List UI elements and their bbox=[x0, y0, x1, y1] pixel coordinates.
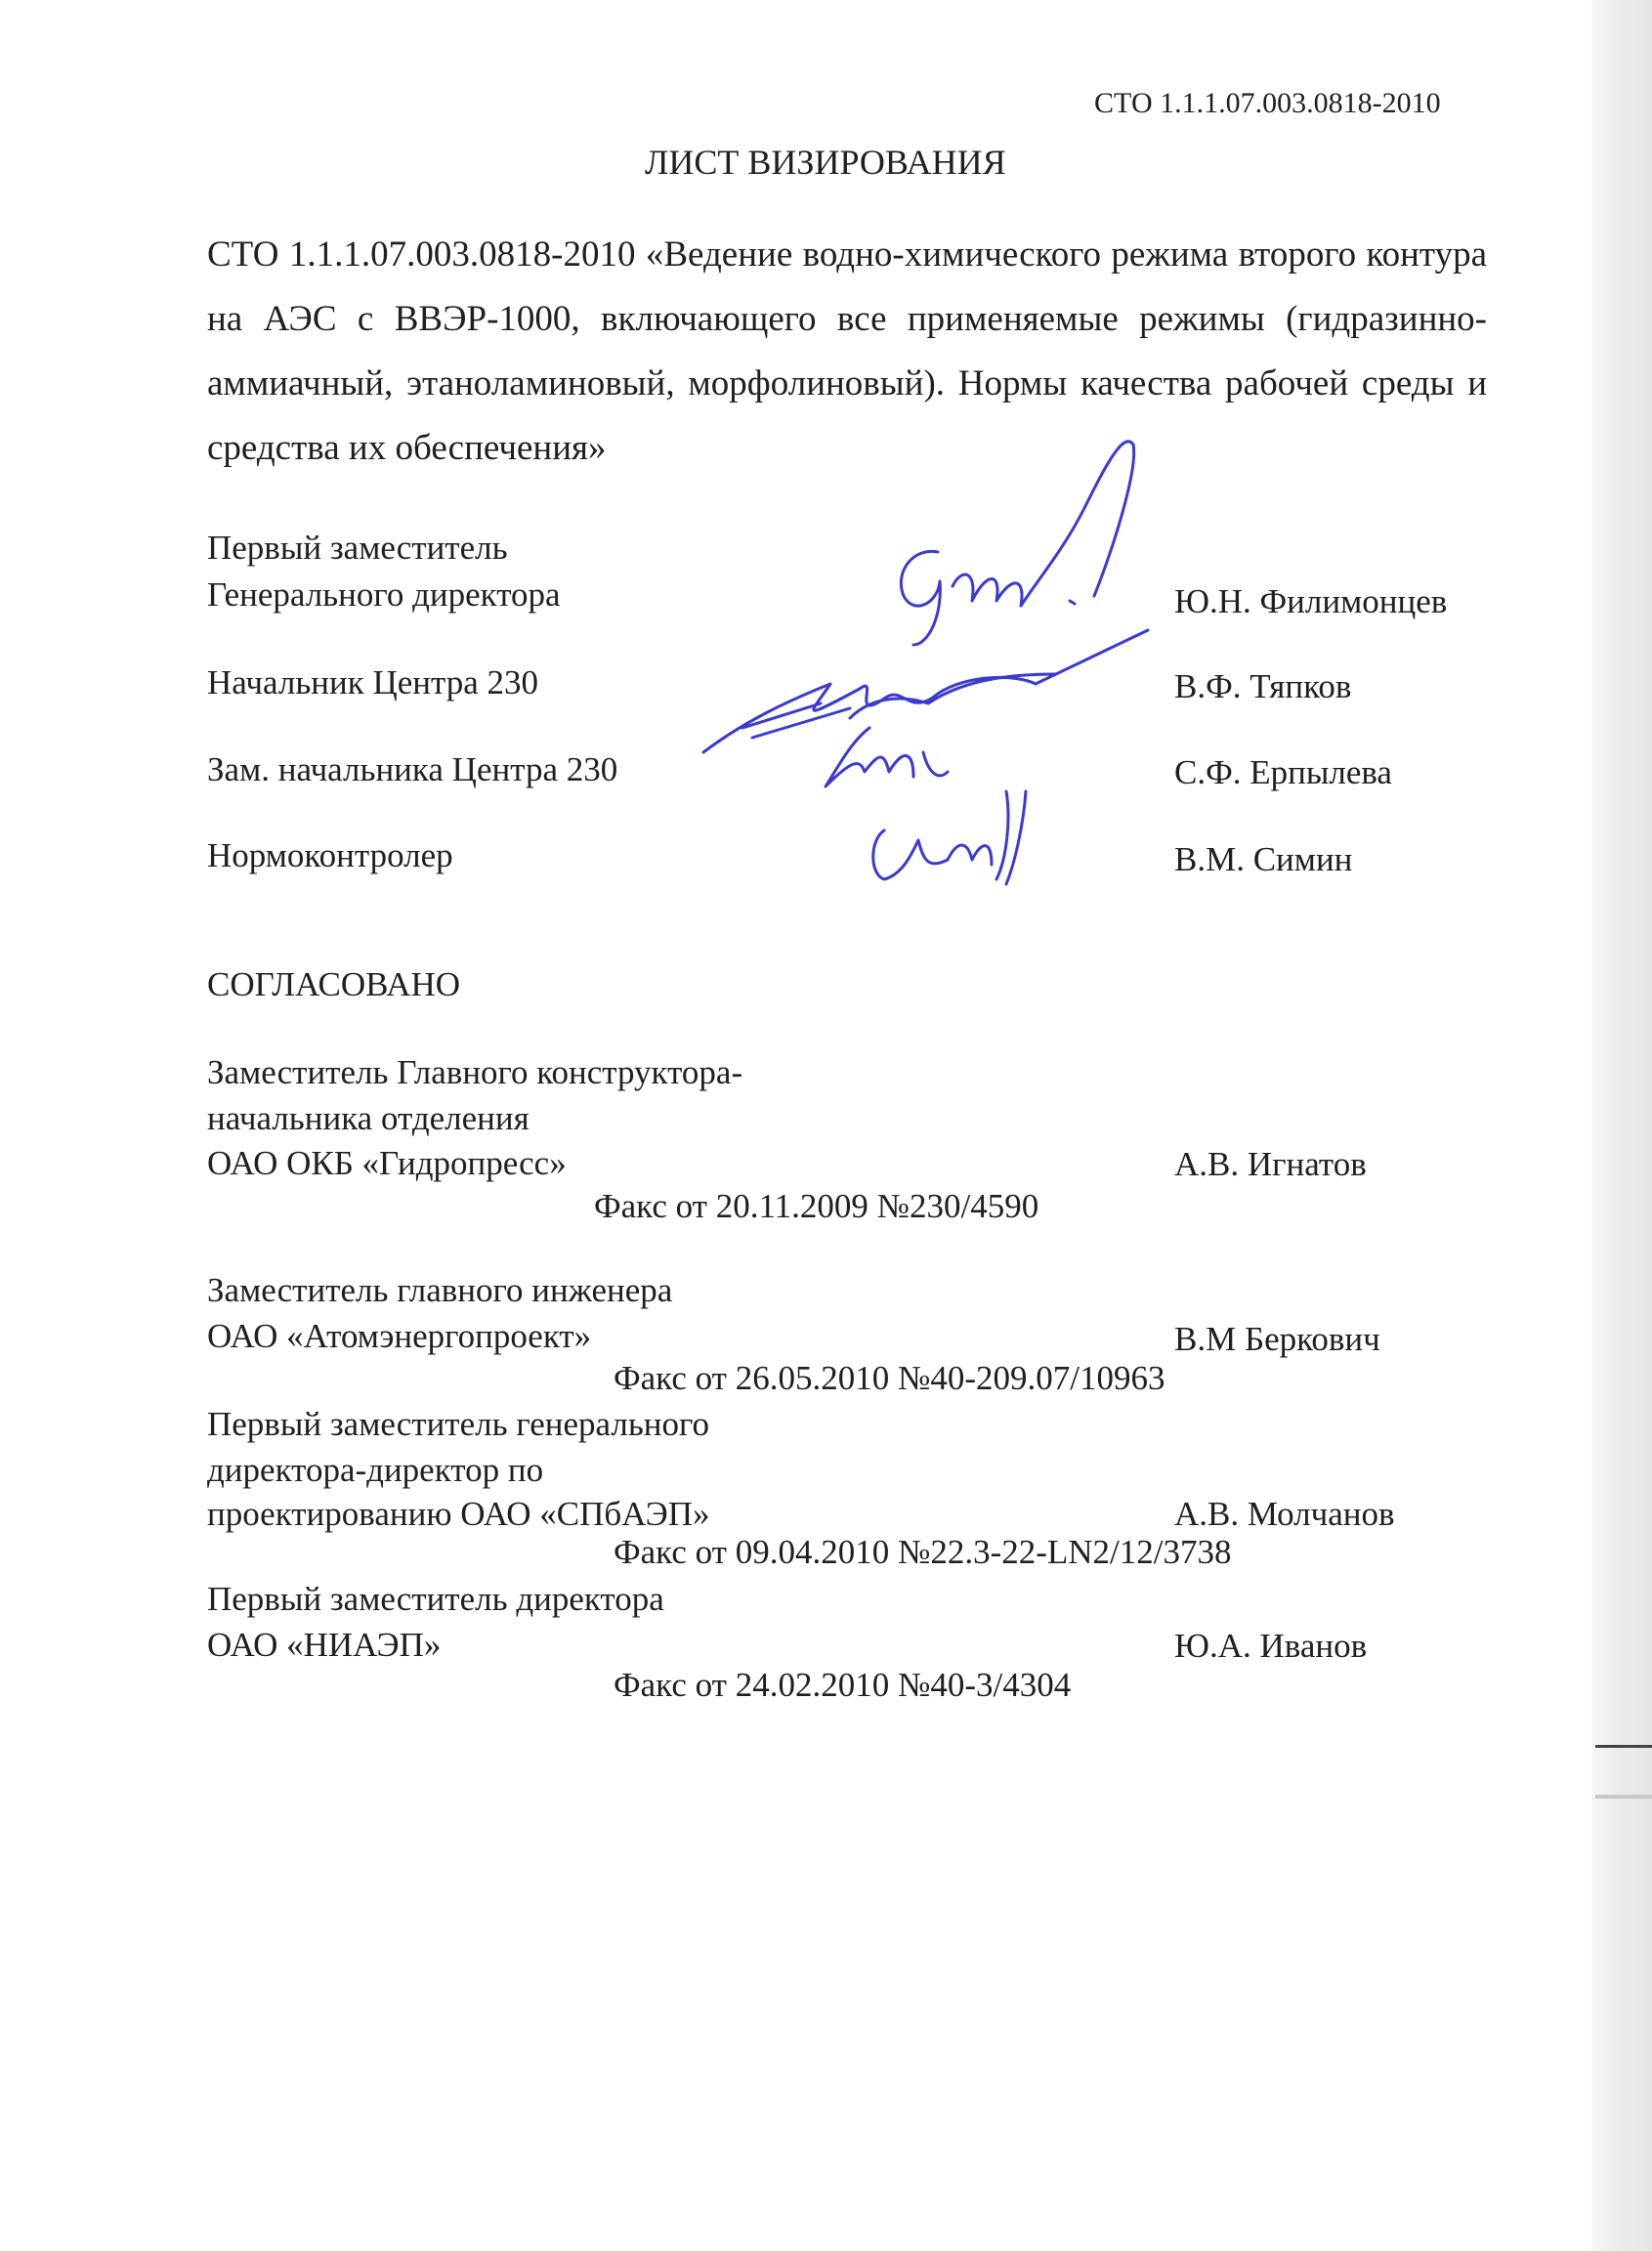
handwritten-signature bbox=[873, 791, 1026, 884]
signatory-name: В.Ф. Тяпков bbox=[1174, 667, 1352, 705]
approval-heading: СОГЛАСОВАНО bbox=[207, 965, 461, 1003]
handwritten-signature bbox=[703, 630, 1148, 752]
approval-name: А.В. Молчанов bbox=[1174, 1495, 1395, 1533]
approval-position-line: директора-директор по bbox=[207, 1451, 544, 1489]
signatory-position: Зам. начальника Центра 230 bbox=[207, 750, 618, 788]
approval-position-line: ОАО ОКБ «Гидропресс» bbox=[207, 1144, 567, 1182]
approval-position-line: Первый заместитель генерального bbox=[207, 1405, 709, 1443]
document-code: СТО 1.1.1.07.003.0818-2010 bbox=[1094, 87, 1441, 119]
signatory-position: Начальник Центра 230 bbox=[207, 663, 539, 701]
approval-position-line: Первый заместитель директора bbox=[207, 1580, 664, 1618]
approval-name: В.М Беркович bbox=[1174, 1320, 1380, 1358]
page-title: ЛИСТ ВИЗИРОВАНИЯ bbox=[645, 143, 1006, 182]
approval-position-line: Заместитель главного инженера bbox=[207, 1271, 673, 1309]
approval-position-line: Заместитель Главного конструктора- bbox=[207, 1053, 743, 1091]
signatory-position: Первый заместитель bbox=[207, 529, 508, 567]
signatory-name: С.Ф. Ерпылева bbox=[1174, 753, 1392, 791]
signatory-name: Ю.Н. Филимонцев bbox=[1174, 582, 1448, 620]
edge-mark bbox=[1595, 1745, 1652, 1748]
signatory-name: В.М. Симин bbox=[1174, 840, 1353, 878]
scan-page-edge bbox=[1591, 0, 1652, 2251]
fax-reference: Факс от 24.02.2010 №40-3/4304 bbox=[614, 1666, 1072, 1704]
handwritten-signature bbox=[826, 728, 948, 786]
fax-reference: Факс от 20.11.2009 №230/4590 bbox=[594, 1187, 1039, 1225]
edge-mark bbox=[1595, 1795, 1652, 1799]
document-subject: СТО 1.1.1.07.003.0818-2010 «Ведение водно-химического режима второго контура на АЭС с ВВЭР-1000, включающего все применяемые режимы (гидразинно-аммиачный, этаноламиновый, морфолиновый). Нормы качества рабочей среды и средства их обеспечения» bbox=[207, 234, 1487, 468]
signatory-position: Нормоконтролер bbox=[207, 836, 453, 874]
fax-reference: Факс от 09.04.2010 №22.3-22-LN2/12/3738 bbox=[614, 1533, 1232, 1571]
approval-position-line: ОАО «НИАЭП» bbox=[207, 1626, 442, 1664]
signatory-position: Генерального директора bbox=[207, 575, 561, 614]
approval-position-line: ОАО «Атомэнергопроект» bbox=[207, 1317, 592, 1355]
fax-reference: Факс от 26.05.2010 №40-209.07/10963 bbox=[614, 1359, 1165, 1397]
approval-position-line: начальника отделения bbox=[207, 1099, 529, 1137]
approval-position-line: проектированию ОАО «СПбАЭП» bbox=[207, 1495, 710, 1533]
approval-name: Ю.А. Иванов bbox=[1174, 1627, 1368, 1665]
approval-name: А.В. Игнатов bbox=[1174, 1145, 1367, 1183]
